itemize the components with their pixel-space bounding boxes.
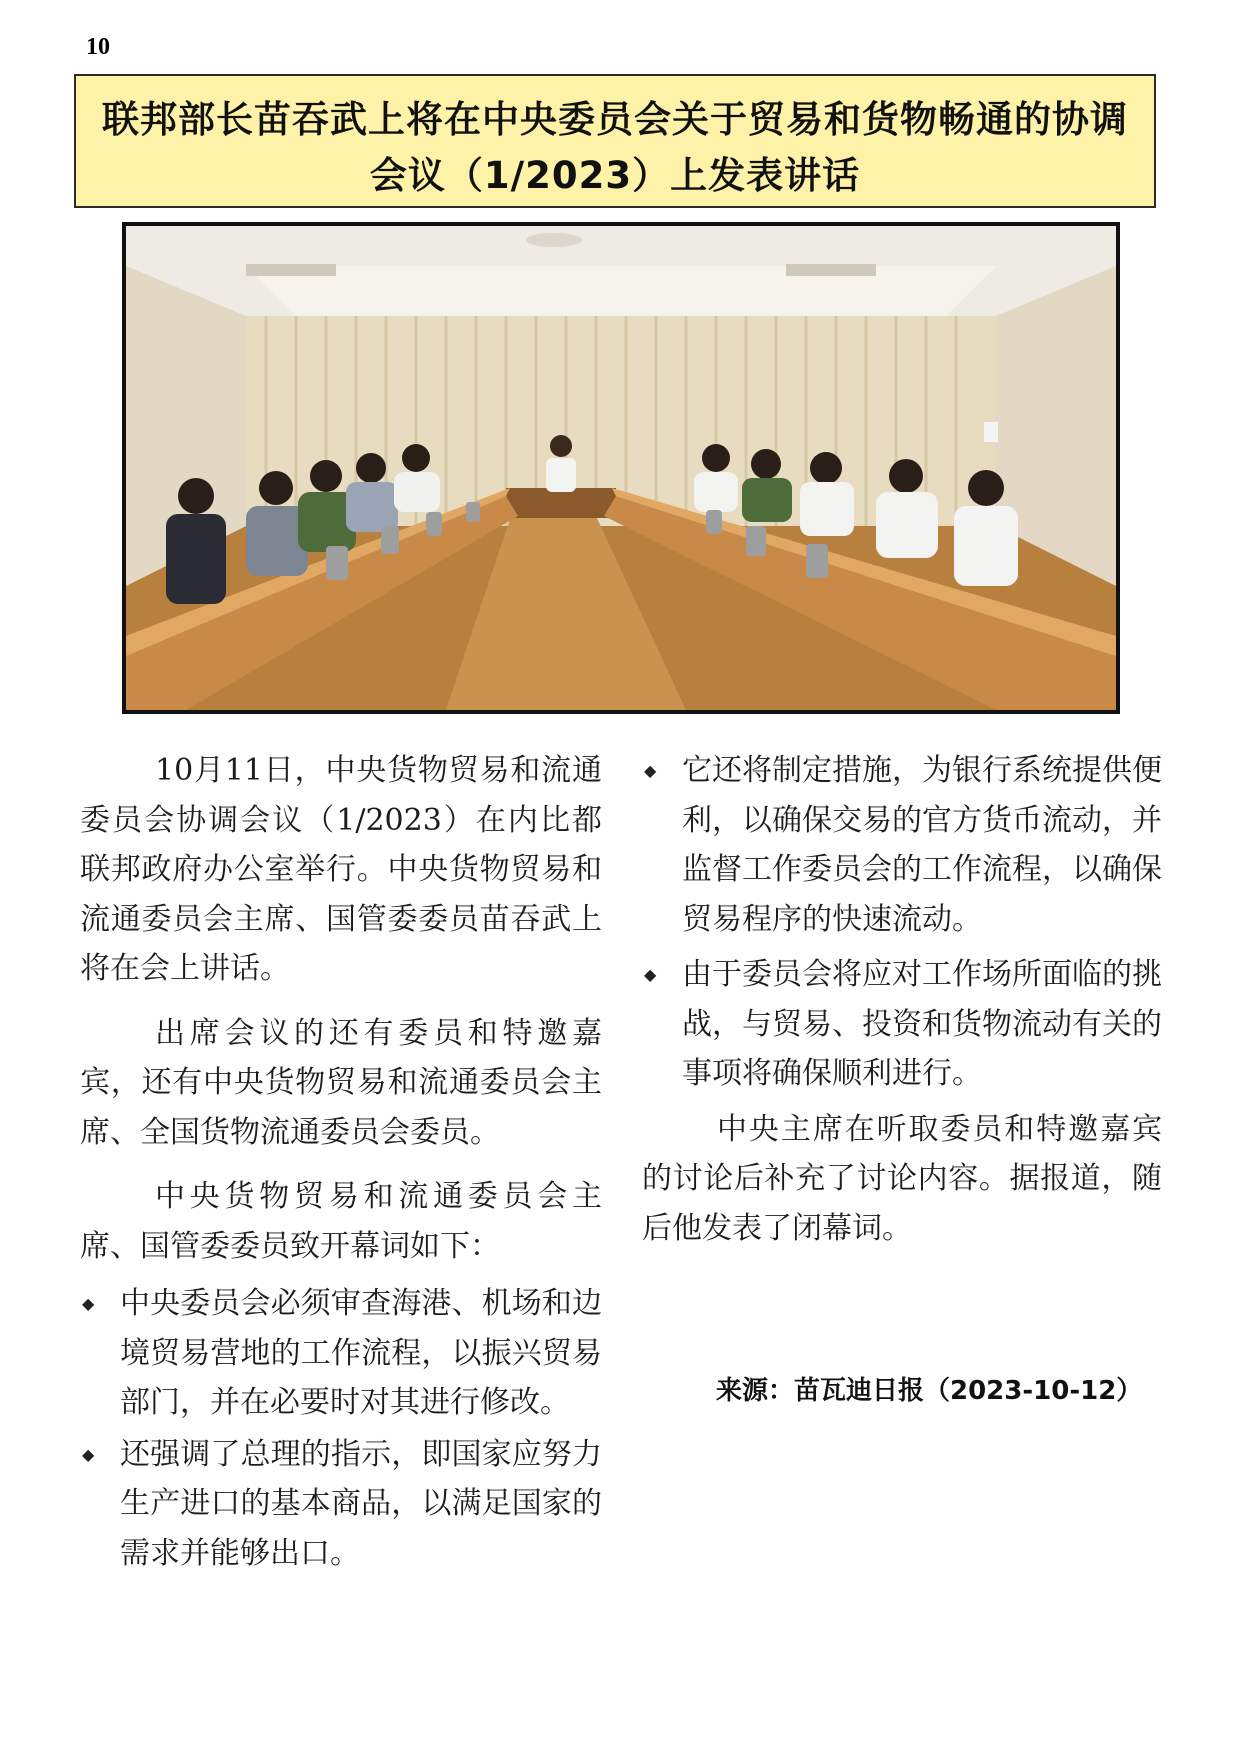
page-number: 10 [86,34,110,60]
list-item-text: 它还将制定措施，为银行系统提供便利，以确保交易的官方货币流动，并监督工作委员会的工作流程，以确保贸易程序的快速流动。 [682,753,1162,937]
list-item [642,950,1162,1099]
opening-remarks-list [80,1279,602,1578]
closing-paragraph: 中央主席在听取委员和特邀嘉宾的讨论后补充了讨论内容。据报道，随后他发表了闭幕词。 [642,1111,1162,1246]
meeting-room-illustration [126,226,1116,710]
paragraph-3: 中央货物贸易和流通委员会主席、国管委委员致开幕词如下： [80,1179,602,1264]
list-item-text: 还强调了总理的指示，即国家应努力生产进口的基本商品，以满足国家的需求并能够出口。 [120,1436,602,1571]
diamond-bullet-icon: ◆ [644,761,657,780]
list-item [80,1279,602,1428]
meeting-photo [122,222,1120,714]
article-right-column [642,746,1162,1268]
paragraph-1: 10月11日，中央货物贸易和流通委员会协调会议（1/2023）在内比都联邦政府办公室举行。中央货物贸易和流通委员会主席、国管委委员苗吞武上将在会上讲话。 [80,753,602,986]
list-item [80,1430,602,1579]
article-title: 联邦部长苗吞武上将在中央委员会关于贸易和货物畅通的协调会议（1/2023）上发表讲话 [102,98,1128,197]
diamond-bullet-icon: ◆ [644,965,657,984]
list-item [642,746,1162,944]
diamond-bullet-icon: ◆ [82,1444,95,1464]
opening-remarks-list-continued [642,746,1162,1099]
list-item-text: 由于委员会将应对工作场所面临的挑战，与贸易、投资和货物流动有关的事项将确保顺利进行。 [682,957,1162,1091]
paragraph-2: 出席会议的还有委员和特邀嘉宾，还有中央货物贸易和流通委员会主席、全国货物流通委员会委员。 [80,1015,602,1150]
title-banner [74,74,1156,208]
diamond-bullet-icon: ◆ [82,1294,95,1313]
article-left-column [80,746,602,1578]
list-item-text: 中央委员会必须审查海港、机场和边境贸易营地的工作流程，以振兴贸易部门，并在必要时对其进行修改。 [120,1286,602,1420]
source-credit: 来源：苗瓦迪日报（2023-10-12） [716,1376,1143,1406]
